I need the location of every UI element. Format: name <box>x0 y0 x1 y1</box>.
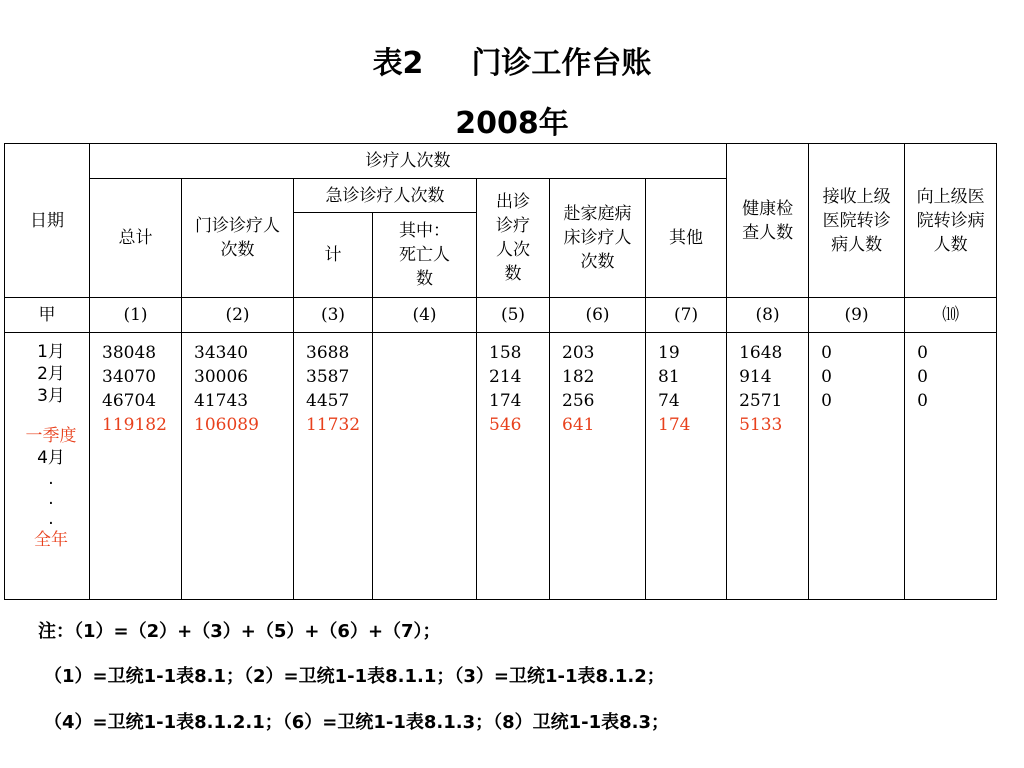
col-health-check <box>727 333 809 600</box>
header-health-check: 健康检查人数 <box>727 144 809 298</box>
cell-value: 256 <box>562 391 595 411</box>
cell-value: 30006 <box>194 367 249 387</box>
cell-subtotal: 106089 <box>194 415 259 435</box>
header-referral-in: 接收上级医院转诊病人数 <box>809 144 905 298</box>
col-other <box>646 333 727 600</box>
cell-subtotal: 546 <box>489 415 522 435</box>
header-other: 其他 <box>646 179 727 298</box>
header-visits-group: 诊疗人次数 <box>90 144 727 179</box>
date-mar: 3月 <box>37 386 65 406</box>
cell-value: 3587 <box>306 367 350 387</box>
cell-value: 81 <box>658 367 680 387</box>
index-cell: (7) <box>646 298 727 333</box>
cell-value: 19 <box>658 343 680 363</box>
cell-value: 74 <box>658 391 680 411</box>
cell-subtotal: 641 <box>562 415 595 435</box>
date-feb: 2月 <box>37 364 65 384</box>
date-column <box>5 333 90 600</box>
note-source-1: （1）=卫统1-1表8.1；（2）=卫统1-1表8.1.1；（3）=卫统1-1表8.1.2； <box>44 666 665 687</box>
col-total <box>90 333 182 600</box>
index-cell: (1) <box>90 298 182 333</box>
header-emergency-death: 其中：死亡人数 <box>373 213 477 298</box>
cell-value: 0 <box>821 343 832 363</box>
index-cell: (8) <box>727 298 809 333</box>
cell-value: 0 <box>821 367 832 387</box>
table-number: 表2 <box>372 46 424 81</box>
cell-value: 182 <box>562 367 595 387</box>
date-ellipsis: . <box>48 469 54 489</box>
index-cell: (4) <box>373 298 477 333</box>
header-home-bed: 赴家庭病床诊疗人次数 <box>550 179 646 298</box>
index-cell: ⑽ <box>905 298 997 333</box>
cell-value: 34070 <box>102 367 157 387</box>
index-cell: (6) <box>550 298 646 333</box>
cell-subtotal: 174 <box>658 415 691 435</box>
col-referral-out <box>905 333 997 600</box>
col-house-call <box>477 333 550 600</box>
index-cell: (3) <box>294 298 373 333</box>
cell-value: 0 <box>821 391 832 411</box>
cell-value: 46704 <box>102 391 157 411</box>
cell-value: 2571 <box>739 391 783 411</box>
header-emergency-group: 急诊诊疗人次数 <box>294 179 477 213</box>
cell-value: 41743 <box>194 391 249 411</box>
year-title: 2008年 <box>455 106 569 141</box>
header-emergency-count: 计 <box>294 213 373 298</box>
cell-value: 0 <box>917 343 928 363</box>
header-house-call: 出诊诊疗人次数 <box>477 179 550 298</box>
note-formula: 注：（1）=（2）+（3）+（5）+（6）+（7）； <box>38 621 441 642</box>
header-referral-out: 向上级医院转诊病人数 <box>905 144 997 298</box>
cell-value: 914 <box>739 367 772 387</box>
cell-value: 214 <box>489 367 522 387</box>
header-total: 总计 <box>90 179 182 298</box>
cell-value: 38048 <box>102 343 157 363</box>
cell-value: 158 <box>489 343 522 363</box>
index-cell: 甲 <box>5 298 90 333</box>
index-cell: (5) <box>477 298 550 333</box>
cell-value: 174 <box>489 391 522 411</box>
index-cell: (2) <box>182 298 294 333</box>
cell-value: 1648 <box>739 343 783 363</box>
header-outpatient: 门诊诊疗人次数 <box>182 179 294 298</box>
col-home-bed <box>550 333 646 600</box>
index-row <box>5 298 997 333</box>
table-name: 门诊工作台账 <box>471 46 652 81</box>
cell-subtotal: 119182 <box>102 415 167 435</box>
col-emergency-count <box>294 333 373 600</box>
date-full-year: 全年 <box>34 530 68 550</box>
cell-subtotal: 5133 <box>739 415 783 435</box>
header-date: 日期 <box>5 144 90 298</box>
date-ellipsis: . <box>48 489 54 509</box>
index-cell: (9) <box>809 298 905 333</box>
date-q1: 一季度 <box>25 426 77 446</box>
page-title <box>0 38 1024 82</box>
cell-subtotal: 11732 <box>306 415 361 435</box>
date-ellipsis: . <box>48 509 54 529</box>
col-referral-in <box>809 333 905 600</box>
cell-value: 4457 <box>306 391 350 411</box>
cell-value: 0 <box>917 367 928 387</box>
cell-value: 34340 <box>194 343 249 363</box>
date-apr: 4月 <box>37 448 65 468</box>
col-outpatient <box>182 333 294 600</box>
cell-value: 3688 <box>306 343 350 363</box>
outpatient-ledger-table <box>4 143 997 600</box>
data-row <box>5 333 997 600</box>
date-jan: 1月 <box>37 342 65 362</box>
col-emergency-death <box>373 333 477 600</box>
note-source-2: （4）=卫统1-1表8.1.2.1；（6）=卫统1-1表8.1.3；（8）卫统1-1表8.3； <box>44 712 670 733</box>
cell-value: 203 <box>562 343 595 363</box>
cell-value: 0 <box>917 391 928 411</box>
